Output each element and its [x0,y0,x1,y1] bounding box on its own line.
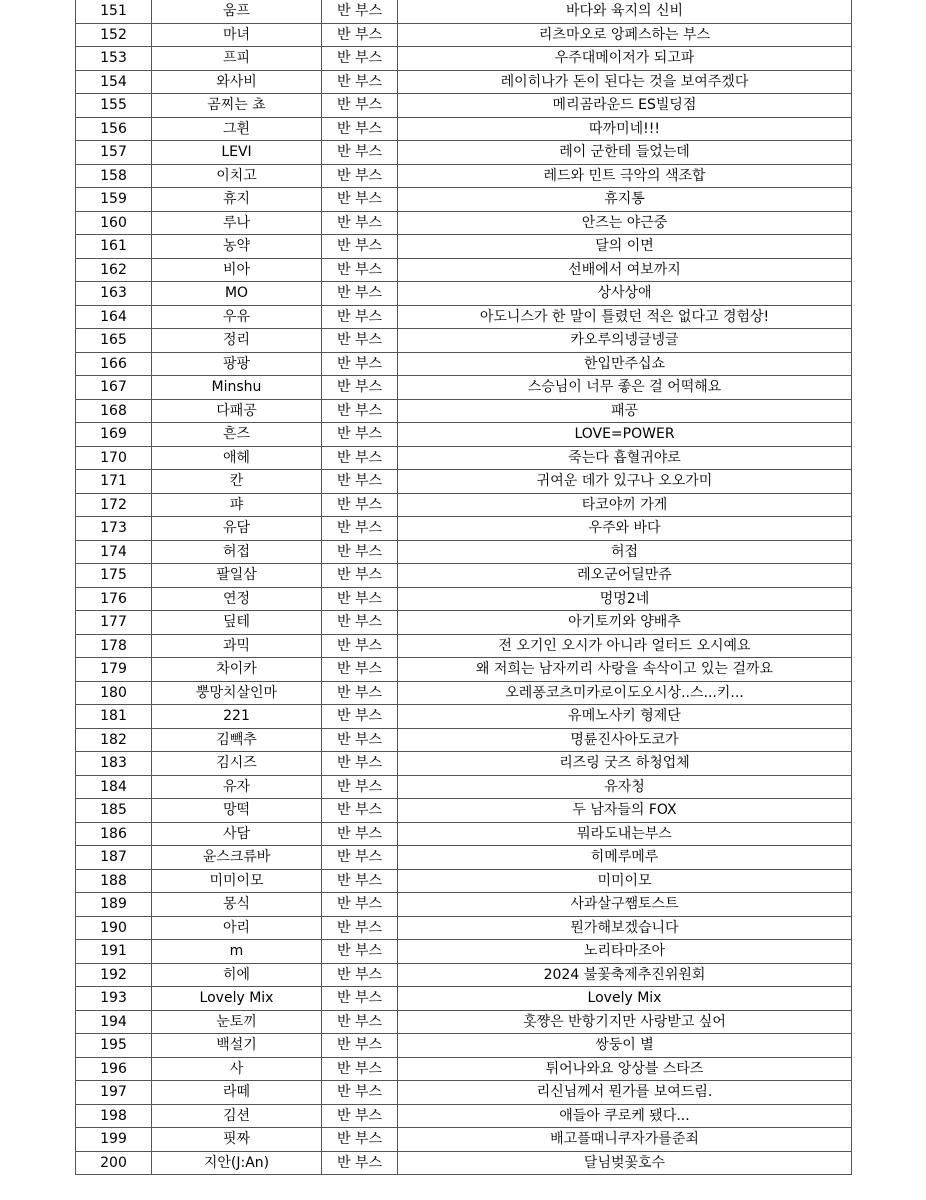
circle-name-cell: 김션 [152,1104,322,1128]
booth-title-cell: 우주대메이저가 되고파 [398,47,852,71]
booth-type-cell: 반 부스 [322,1081,398,1105]
circle-name-cell: 딮테 [152,611,322,635]
table-row [76,493,852,517]
table-row [76,94,852,118]
booth-type-cell: 반 부스 [322,117,398,141]
booth-number-cell: 177 [76,611,152,635]
table-row [76,728,852,752]
table-row [76,117,852,141]
table-row [76,916,852,940]
booth-number-cell: 195 [76,1034,152,1058]
circle-name-cell: 유담 [152,517,322,541]
booth-number-cell: 160 [76,211,152,235]
booth-number-cell: 159 [76,188,152,212]
table-row [76,1034,852,1058]
circle-name-cell: 망떡 [152,799,322,823]
booth-type-cell: 반 부스 [322,1034,398,1058]
booth-type-cell: 반 부스 [322,282,398,306]
booth-title-cell: 노리타마조아 [398,940,852,964]
table-row [76,752,852,776]
table-row [76,258,852,282]
booth-title-cell: 레드와 민트 극악의 색조합 [398,164,852,188]
booth-title-cell: 쌍둥이 별 [398,1034,852,1058]
booth-type-cell: 반 부스 [322,0,398,23]
booth-number-cell: 163 [76,282,152,306]
circle-name-cell: 김시즈 [152,752,322,776]
circle-name-cell: 사 [152,1057,322,1081]
booth-number-cell: 190 [76,916,152,940]
circle-name-cell: 사담 [152,822,322,846]
booth-title-cell: 패공 [398,399,852,423]
circle-name-cell: 김빽추 [152,728,322,752]
circle-name-cell: 팔일삼 [152,564,322,588]
circle-name-cell: 라떼 [152,1081,322,1105]
booth-type-cell: 반 부스 [322,775,398,799]
circle-name-cell: m [152,940,322,964]
booth-type-cell: 반 부스 [322,305,398,329]
booth-title-cell: 레오군어딜만쥬 [398,564,852,588]
booth-title-cell: 메리곰라운드 ES빌딩점 [398,94,852,118]
circle-name-cell: 그휜 [152,117,322,141]
table-row [76,634,852,658]
circle-name-cell: 아리 [152,916,322,940]
booth-number-cell: 199 [76,1128,152,1152]
circle-name-cell: 백설기 [152,1034,322,1058]
circle-name-cell: 비아 [152,258,322,282]
booth-number-cell: 175 [76,564,152,588]
booth-type-cell: 반 부스 [322,681,398,705]
table-row [76,822,852,846]
table-row [76,893,852,917]
booth-title-cell: 타코야끼 가게 [398,493,852,517]
booth-number-cell: 192 [76,963,152,987]
circle-name-cell: 와사비 [152,70,322,94]
table-row [76,681,852,705]
table-row [76,47,852,71]
booth-number-cell: 167 [76,376,152,400]
table-row [76,305,852,329]
booth-title-cell: 리즈링 굿즈 하청업체 [398,752,852,776]
table-row [76,23,852,47]
booth-title-cell: 안즈는 야근중 [398,211,852,235]
booth-type-cell: 반 부스 [322,869,398,893]
circle-name-cell: 움프 [152,0,322,23]
table-row [76,517,852,541]
circle-name-cell: 우유 [152,305,322,329]
table-row [76,211,852,235]
booth-type-cell: 반 부스 [322,329,398,353]
circle-name-cell: 루나 [152,211,322,235]
circle-name-cell: 이치고 [152,164,322,188]
booth-number-cell: 162 [76,258,152,282]
booth-title-cell: 뭐라도내는부스 [398,822,852,846]
booth-title-cell: 선배에서 여보까지 [398,258,852,282]
booth-number-cell: 196 [76,1057,152,1081]
booth-type-cell: 반 부스 [322,164,398,188]
booth-title-cell: 휴지통 [398,188,852,212]
circle-name-cell: LEVI [152,141,322,165]
table-row [76,846,852,870]
booth-type-cell: 반 부스 [322,141,398,165]
circle-name-cell: 미미이모 [152,869,322,893]
table-row [76,587,852,611]
booth-type-cell: 반 부스 [322,211,398,235]
booth-number-cell: 165 [76,329,152,353]
booth-number-cell: 194 [76,1010,152,1034]
booth-type-cell: 반 부스 [322,470,398,494]
booth-number-cell: 172 [76,493,152,517]
table-row [76,1081,852,1105]
booth-type-cell: 반 부스 [322,94,398,118]
booth-title-cell: 카오루의넹글넹글 [398,329,852,353]
booth-number-cell: 152 [76,23,152,47]
booth-title-cell: 홋쨩은 반항기지만 사랑받고 싶어 [398,1010,852,1034]
circle-name-cell: 윤스크류바 [152,846,322,870]
booth-number-cell: 156 [76,117,152,141]
table-row [76,399,852,423]
booth-type-cell: 반 부스 [322,611,398,635]
booth-title-cell: 스승님이 너무 좋은 걸 어떡해요 [398,376,852,400]
booth-title-cell: 한입만주십쇼 [398,352,852,376]
circle-name-cell: 프피 [152,47,322,71]
booth-title-cell: 귀여운 데가 있구나 오오가미 [398,470,852,494]
booth-type-cell: 반 부스 [322,376,398,400]
table-row [76,470,852,494]
circle-name-cell: 팡팡 [152,352,322,376]
booth-number-cell: 200 [76,1151,152,1175]
circle-name-cell: MO [152,282,322,306]
booth-type-cell: 반 부스 [322,587,398,611]
booth-type-cell: 반 부스 [322,1104,398,1128]
table-row [76,188,852,212]
circle-name-cell: 애헤 [152,446,322,470]
circle-name-cell: 퍄 [152,493,322,517]
booth-number-cell: 183 [76,752,152,776]
booth-title-cell: 히메루메루 [398,846,852,870]
booth-title-cell: 뭔가해보겠습니다 [398,916,852,940]
booth-title-cell: 두 남자들의 FOX [398,799,852,823]
table-row [76,446,852,470]
booth-type-cell: 반 부스 [322,634,398,658]
booth-number-cell: 168 [76,399,152,423]
booth-title-cell: 죽는다 흡혈귀야로 [398,446,852,470]
table-row [76,352,852,376]
table-row [76,329,852,353]
circle-name-cell: 유자 [152,775,322,799]
circle-name-cell: 뿡망치살인마 [152,681,322,705]
booth-title-cell: 상사상애 [398,282,852,306]
table-row [76,611,852,635]
booth-number-cell: 176 [76,587,152,611]
booth-type-cell: 반 부스 [322,1151,398,1175]
booth-title-cell: 애들아 쿠로케 됐다... [398,1104,852,1128]
table-row [76,869,852,893]
booth-number-cell: 173 [76,517,152,541]
booth-title-cell: 오레퐁코츠미카로이도오시상..스...키... [398,681,852,705]
booth-type-cell: 반 부스 [322,1057,398,1081]
circle-name-cell: 차이카 [152,658,322,682]
circle-name-cell: 지안(J:An) [152,1151,322,1175]
circle-name-cell: 눈토끼 [152,1010,322,1034]
circle-name-cell: 히에 [152,963,322,987]
table-row [76,164,852,188]
table-row [76,963,852,987]
booth-type-cell: 반 부스 [322,893,398,917]
booth-number-cell: 180 [76,681,152,705]
circle-name-cell: 곰찌는 쵸 [152,94,322,118]
booth-type-cell: 반 부스 [322,446,398,470]
circle-name-cell: 마녀 [152,23,322,47]
booth-title-cell: 달의 이면 [398,235,852,259]
circle-name-cell: Lovely Mix [152,987,322,1011]
booth-number-cell: 181 [76,705,152,729]
booth-number-cell: 189 [76,893,152,917]
booth-title-cell: 왜 저희는 남자끼리 사랑을 속삭이고 있는 걸까요 [398,658,852,682]
booth-list-sheet [75,0,851,1175]
table-row [76,1104,852,1128]
booth-type-cell: 반 부스 [322,564,398,588]
booth-type-cell: 반 부스 [322,188,398,212]
booth-type-cell: 반 부스 [322,822,398,846]
booth-number-cell: 197 [76,1081,152,1105]
booth-title-cell: 배고플때니쿠자가를준죄 [398,1128,852,1152]
booth-number-cell: 186 [76,822,152,846]
booth-number-cell: 153 [76,47,152,71]
booth-number-cell: 155 [76,94,152,118]
booth-type-cell: 반 부스 [322,235,398,259]
booth-title-cell: 2024 불꽃축제추진위원회 [398,963,852,987]
booth-type-cell: 반 부스 [322,399,398,423]
booth-title-cell: 멍멍2네 [398,587,852,611]
booth-title-cell: 레이히나가 돈이 된다는 것을 보여주겠다 [398,70,852,94]
booth-type-cell: 반 부스 [322,658,398,682]
booth-number-cell: 169 [76,423,152,447]
booth-table [75,0,852,1175]
booth-type-cell: 반 부스 [322,70,398,94]
booth-type-cell: 반 부스 [322,352,398,376]
booth-number-cell: 174 [76,540,152,564]
booth-number-cell: 161 [76,235,152,259]
booth-type-cell: 반 부스 [322,987,398,1011]
table-row [76,775,852,799]
table-row [76,282,852,306]
booth-number-cell: 171 [76,470,152,494]
booth-type-cell: 반 부스 [322,963,398,987]
booth-title-cell: 우주와 바다 [398,517,852,541]
table-row [76,1057,852,1081]
table-row [76,705,852,729]
booth-type-cell: 반 부스 [322,1010,398,1034]
table-row [76,141,852,165]
booth-type-cell: 반 부스 [322,423,398,447]
table-row [76,940,852,964]
booth-type-cell: 반 부스 [322,846,398,870]
booth-number-cell: 179 [76,658,152,682]
circle-name-cell: 몽식 [152,893,322,917]
circle-name-cell: 농약 [152,235,322,259]
booth-title-cell: 사과살구쨈토스트 [398,893,852,917]
table-row [76,987,852,1011]
booth-type-cell: 반 부스 [322,540,398,564]
circle-name-cell: Minshu [152,376,322,400]
booth-number-cell: 185 [76,799,152,823]
table-row [76,376,852,400]
booth-title-cell: 유메노사키 형제단 [398,705,852,729]
booth-type-cell: 반 부스 [322,728,398,752]
booth-number-cell: 184 [76,775,152,799]
booth-number-cell: 164 [76,305,152,329]
booth-type-cell: 반 부스 [322,940,398,964]
booth-type-cell: 반 부스 [322,752,398,776]
booth-title-cell: 전 오기인 오시가 아니라 얼터드 오시예요 [398,634,852,658]
booth-title-cell: 허접 [398,540,852,564]
table-row [76,799,852,823]
table-row [76,235,852,259]
circle-name-cell: 과믹 [152,634,322,658]
circle-name-cell: 연정 [152,587,322,611]
booth-title-cell: 명륜진사아도코가 [398,728,852,752]
booth-title-cell: 튀어나와요 앙상블 스타즈 [398,1057,852,1081]
booth-title-cell: 바다와 육지의 신비 [398,0,852,23]
booth-title-cell: 아기토끼와 양배추 [398,611,852,635]
circle-name-cell: 정리 [152,329,322,353]
booth-number-cell: 187 [76,846,152,870]
booth-number-cell: 158 [76,164,152,188]
booth-number-cell: 198 [76,1104,152,1128]
booth-title-cell: 따까미네!!! [398,117,852,141]
table-row [76,1151,852,1175]
booth-number-cell: 182 [76,728,152,752]
booth-title-cell: Lovely Mix [398,987,852,1011]
booth-number-cell: 178 [76,634,152,658]
booth-type-cell: 반 부스 [322,517,398,541]
booth-number-cell: 166 [76,352,152,376]
booth-type-cell: 반 부스 [322,47,398,71]
booth-table-body [76,0,852,1175]
booth-number-cell: 191 [76,940,152,964]
table-row [76,1128,852,1152]
booth-type-cell: 반 부스 [322,799,398,823]
booth-title-cell: 달님벚꽃호수 [398,1151,852,1175]
booth-number-cell: 154 [76,70,152,94]
circle-name-cell: 칸 [152,470,322,494]
circle-name-cell: 허접 [152,540,322,564]
booth-number-cell: 157 [76,141,152,165]
booth-number-cell: 151 [76,0,152,23]
booth-type-cell: 반 부스 [322,1128,398,1152]
circle-name-cell: 핏짜 [152,1128,322,1152]
circle-name-cell: 휴지 [152,188,322,212]
booth-type-cell: 반 부스 [322,258,398,282]
booth-type-cell: 반 부스 [322,705,398,729]
table-row [76,423,852,447]
table-row [76,70,852,94]
table-row [76,540,852,564]
circle-name-cell: 221 [152,705,322,729]
booth-title-cell: 유자청 [398,775,852,799]
table-row [76,564,852,588]
table-row [76,0,852,23]
booth-type-cell: 반 부스 [322,916,398,940]
booth-title-cell: 리신님께서 뭔가를 보여드림. [398,1081,852,1105]
booth-title-cell: 레이 군한테 들었는데 [398,141,852,165]
booth-number-cell: 188 [76,869,152,893]
booth-type-cell: 반 부스 [322,493,398,517]
booth-title-cell: 리츠마오로 앙페스하는 부스 [398,23,852,47]
table-row [76,1010,852,1034]
circle-name-cell: 흔즈 [152,423,322,447]
booth-title-cell: LOVE=POWER [398,423,852,447]
booth-number-cell: 170 [76,446,152,470]
booth-number-cell: 193 [76,987,152,1011]
booth-title-cell: 아도니스가 한 말이 틀렸던 적은 없다고 경험상! [398,305,852,329]
booth-title-cell: 미미이모 [398,869,852,893]
circle-name-cell: 다패공 [152,399,322,423]
table-row [76,658,852,682]
booth-type-cell: 반 부스 [322,23,398,47]
